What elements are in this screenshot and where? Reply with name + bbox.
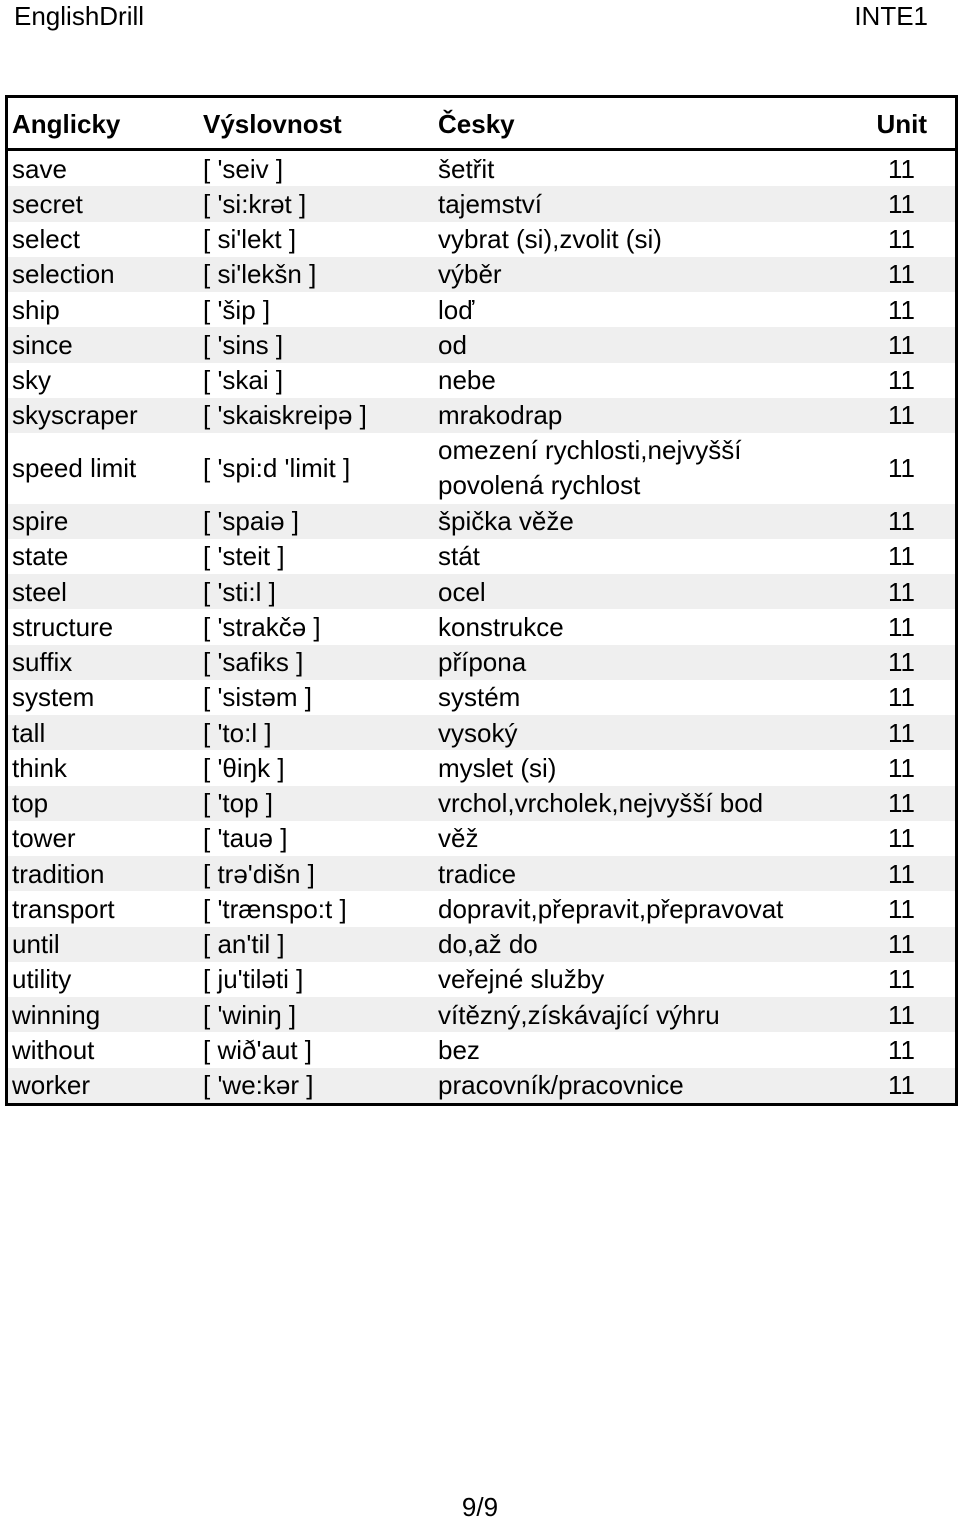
word-unit: 11 bbox=[888, 576, 915, 607]
word-czech: od bbox=[438, 329, 467, 360]
word-unit: 11 bbox=[888, 964, 915, 995]
word-english: transport bbox=[12, 893, 115, 924]
word-english: spire bbox=[12, 506, 69, 537]
word-czech: mrakodrap bbox=[438, 400, 563, 431]
word-english: skyscraper bbox=[12, 400, 138, 431]
word-unit: 11 bbox=[888, 400, 915, 431]
word-pronunciation: [ 'sti:l ] bbox=[203, 576, 276, 607]
table-row bbox=[8, 539, 955, 574]
word-unit: 11 bbox=[888, 224, 915, 255]
word-english: utility bbox=[12, 964, 72, 995]
table-row bbox=[8, 997, 955, 1032]
word-english: tall bbox=[12, 717, 46, 748]
word-czech: nebe bbox=[438, 365, 496, 396]
word-unit: 11 bbox=[888, 929, 915, 960]
word-unit: 11 bbox=[888, 999, 915, 1030]
word-czech: loď bbox=[438, 294, 475, 325]
word-czech: ocel bbox=[438, 576, 486, 607]
word-english: system bbox=[12, 682, 95, 713]
page-number: 9/9 bbox=[461, 1492, 499, 1522]
word-pronunciation: [ 'skaiskreipə ] bbox=[203, 400, 367, 431]
word-unit: 11 bbox=[888, 752, 915, 783]
column-header-english: Anglicky bbox=[12, 109, 121, 139]
word-unit: 11 bbox=[888, 1070, 915, 1101]
word-pronunciation: [ 'spaiə ] bbox=[203, 506, 300, 537]
word-pronunciation: [ si'lekt ] bbox=[203, 224, 297, 255]
table-row bbox=[8, 1032, 955, 1067]
word-english: secret bbox=[12, 188, 83, 219]
word-unit: 11 bbox=[888, 329, 915, 360]
table-row bbox=[8, 151, 955, 186]
word-english: selection bbox=[12, 259, 115, 290]
word-pronunciation: [ 'strakčə ] bbox=[203, 611, 321, 642]
word-czech: bez bbox=[438, 1034, 480, 1065]
word-pronunciation: [ 'tauə ] bbox=[203, 823, 288, 854]
table-row bbox=[8, 856, 955, 891]
table-row bbox=[8, 1068, 955, 1103]
word-pronunciation: [ 'si:krət ] bbox=[203, 188, 307, 219]
word-english: speed limit bbox=[12, 453, 137, 484]
vocabulary-table bbox=[5, 95, 958, 1106]
column-header-czech: Česky bbox=[438, 109, 515, 139]
word-english: sky bbox=[12, 365, 51, 396]
table-body bbox=[8, 151, 955, 1103]
word-english: tower bbox=[12, 823, 76, 854]
word-czech: dopravit,přepravit,přepravovat bbox=[438, 893, 784, 924]
word-czech: vrchol,vrcholek,nejvyšší bod bbox=[438, 788, 764, 819]
table-row bbox=[8, 821, 955, 856]
word-pronunciation: [ 'trænspo:t ] bbox=[203, 893, 347, 924]
word-czech: veřejné služby bbox=[438, 964, 605, 995]
word-pronunciation: [ 'winiŋ ] bbox=[203, 999, 297, 1030]
word-pronunciation: [ 'top ] bbox=[203, 788, 274, 819]
table-row bbox=[8, 504, 955, 539]
word-czech: výběr bbox=[438, 259, 502, 290]
word-czech: konstrukce bbox=[438, 611, 564, 642]
word-pronunciation: [ 'sistəm ] bbox=[203, 682, 312, 713]
word-czech: do,až do bbox=[438, 929, 538, 960]
word-unit: 11 bbox=[888, 153, 915, 184]
table-row bbox=[8, 398, 955, 433]
word-czech: vítězný,získávající výhru bbox=[438, 999, 720, 1030]
word-pronunciation: [ 'seiv ] bbox=[203, 153, 284, 184]
word-czech: přípona bbox=[438, 647, 527, 678]
word-pronunciation: [ si'lekšn ] bbox=[203, 259, 317, 290]
word-pronunciation: [ 'safiks ] bbox=[203, 647, 304, 678]
table-row bbox=[8, 186, 955, 221]
word-unit: 11 bbox=[888, 788, 915, 819]
word-english: since bbox=[12, 329, 73, 360]
word-english: top bbox=[12, 788, 49, 819]
word-pronunciation: [ 'sins ] bbox=[203, 329, 284, 360]
table-row bbox=[8, 962, 955, 997]
word-english: without bbox=[12, 1034, 95, 1065]
word-czech: pracovník/pracovnice bbox=[438, 1070, 684, 1101]
word-unit: 11 bbox=[888, 188, 915, 219]
table-row bbox=[8, 433, 955, 504]
word-english: structure bbox=[12, 611, 114, 642]
word-czech: špička věže bbox=[438, 506, 574, 537]
table-row bbox=[8, 609, 955, 644]
word-unit: 11 bbox=[888, 506, 915, 537]
word-czech: systém bbox=[438, 682, 521, 713]
word-unit: 11 bbox=[888, 365, 915, 396]
word-unit: 11 bbox=[888, 294, 915, 325]
word-unit: 11 bbox=[888, 541, 915, 572]
word-english: steel bbox=[12, 576, 67, 607]
word-pronunciation: [ 'θiŋk ] bbox=[203, 752, 285, 783]
column-header-unit: Unit bbox=[876, 109, 927, 139]
word-unit: 11 bbox=[888, 647, 915, 678]
word-unit: 11 bbox=[888, 893, 915, 924]
table-row bbox=[8, 927, 955, 962]
word-english: winning bbox=[12, 999, 101, 1030]
word-english: worker bbox=[12, 1070, 91, 1101]
word-czech: vybrat (si),zvolit (si) bbox=[438, 224, 662, 255]
word-czech: myslet (si) bbox=[438, 752, 557, 783]
table-row bbox=[8, 222, 955, 257]
table-header bbox=[8, 98, 955, 151]
word-pronunciation: [ wið'aut ] bbox=[203, 1034, 313, 1065]
word-czech: vysoký bbox=[438, 717, 518, 748]
word-english: state bbox=[12, 541, 69, 572]
course-code: INTE1 bbox=[854, 1, 928, 31]
app-name: EnglishDrill bbox=[14, 1, 145, 31]
table-row bbox=[8, 363, 955, 398]
word-pronunciation: [ an'til ] bbox=[203, 929, 285, 960]
word-czech: šetřit bbox=[438, 153, 495, 184]
word-pronunciation: [ 'we:kər ] bbox=[203, 1070, 314, 1101]
word-pronunciation: [ 'šip ] bbox=[203, 294, 271, 325]
word-pronunciation: [ 'spi:d 'limit ] bbox=[203, 453, 351, 484]
word-unit: 11 bbox=[888, 682, 915, 713]
table-row bbox=[8, 327, 955, 362]
word-english: ship bbox=[12, 294, 60, 325]
word-english: save bbox=[12, 153, 67, 184]
table-row bbox=[8, 715, 955, 750]
table-row bbox=[8, 292, 955, 327]
word-czech: tradice bbox=[438, 858, 517, 889]
word-english: suffix bbox=[12, 647, 73, 678]
word-unit: 11 bbox=[888, 823, 915, 854]
word-pronunciation: [ 'skai ] bbox=[203, 365, 284, 396]
word-english: tradition bbox=[12, 858, 105, 889]
table-row bbox=[8, 891, 955, 926]
word-pronunciation: [ trə'dišn ] bbox=[203, 858, 315, 889]
table-row bbox=[8, 645, 955, 680]
word-unit: 11 bbox=[888, 717, 915, 748]
word-czech: stát bbox=[438, 541, 480, 572]
page-header bbox=[0, 0, 960, 36]
table-row bbox=[8, 257, 955, 292]
word-unit: 11 bbox=[888, 1034, 915, 1065]
word-pronunciation: [ ju'tiləti ] bbox=[203, 964, 304, 995]
table-row bbox=[8, 786, 955, 821]
column-header-pronunciation: Výslovnost bbox=[203, 109, 342, 139]
word-pronunciation: [ 'to:l ] bbox=[203, 717, 272, 748]
word-czech: věž bbox=[438, 823, 479, 854]
word-pronunciation: [ 'steit ] bbox=[203, 541, 285, 572]
word-czech: tajemství bbox=[438, 188, 543, 219]
table-row bbox=[8, 574, 955, 609]
word-english: until bbox=[12, 929, 60, 960]
word-unit: 11 bbox=[888, 453, 915, 484]
word-unit: 11 bbox=[888, 259, 915, 290]
word-czech: omezení rychlosti,nejvyšší povolená rychlost bbox=[438, 435, 742, 501]
word-english: select bbox=[12, 224, 80, 255]
table-row bbox=[8, 680, 955, 715]
word-english: think bbox=[12, 752, 67, 783]
word-unit: 11 bbox=[888, 858, 915, 889]
word-unit: 11 bbox=[888, 611, 915, 642]
table-row bbox=[8, 750, 955, 785]
